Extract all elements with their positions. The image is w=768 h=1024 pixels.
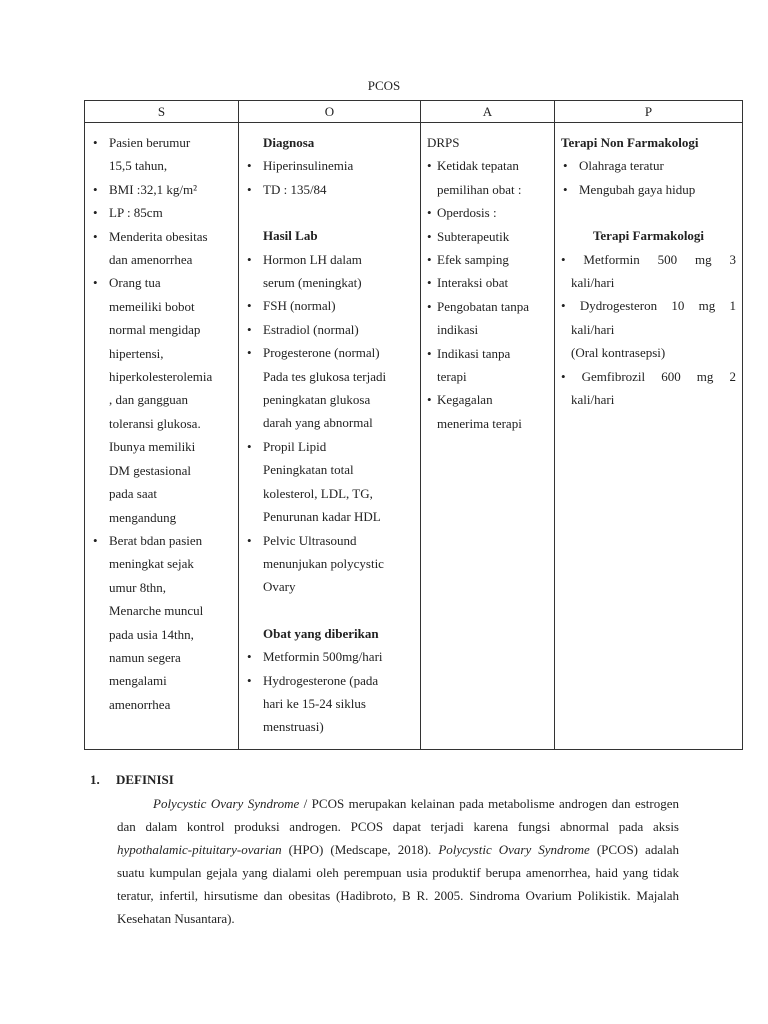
- lab-item: [245, 294, 414, 317]
- hasil-lab-list: [245, 248, 414, 599]
- paragraph-segment: (PCOS) adalah suatu kumpulan gejala yang dialami oleh perempuan usia produktif berupa amenorrhea, haid yang tidak teratur, infertil, hirsutisme dan obesitas (Hadibroto, B R. 2005. Sindroma Ovarium Polikistik. Majalah Kesehatan Nusantara).: [117, 842, 679, 926]
- farmakologi-item: [561, 248, 736, 295]
- lab-item-line: menunjukan polycystic: [263, 555, 384, 571]
- obat-item-line: menstruasi): [263, 719, 324, 735]
- lab-item: [245, 341, 414, 435]
- paragraph-segment: Polycystic Ovary Syndrome: [438, 842, 590, 857]
- lab-item-line: kolesterol, LDL, TG,: [263, 485, 373, 501]
- obat-heading: Obat yang diberikan: [263, 625, 379, 641]
- farmakologi-line: • Dydrogesteron 10 mg 1: [561, 298, 736, 314]
- drps-item-line: pemilihan obat :: [437, 181, 522, 197]
- obat-item-line: • Hydrogesterone (pada: [263, 672, 379, 688]
- assessment-cell: [421, 123, 555, 750]
- subjective-item-line: 15,5 tahun,: [109, 158, 168, 174]
- drps-item: [427, 295, 548, 342]
- section-heading: [90, 772, 174, 788]
- hasil-lab-heading: Hasil Lab: [263, 228, 318, 244]
- farmakologi-line: • Metformin 500 mg 3: [561, 251, 736, 267]
- subjective-item-line: pada usia 14thn,: [109, 626, 194, 642]
- drps-item: [427, 225, 548, 248]
- subjective-item-line: dan amenorrhea: [109, 252, 193, 268]
- subjective-item-line: • Orang tua: [109, 275, 161, 291]
- drps-item-line: menerima terapi: [437, 415, 522, 431]
- drps-item-line: • Efek samping: [437, 252, 509, 268]
- farmakologi-line: • Gemfibrozil 600 mg 2: [561, 368, 736, 384]
- definition-paragraph: [117, 792, 679, 930]
- subjective-item: [91, 225, 232, 272]
- subjective-item-line: mengalami: [109, 673, 167, 689]
- subjective-item-line: Menarche muncul: [109, 603, 204, 619]
- drps-item-line: • Indikasi tanpa: [437, 345, 511, 361]
- lab-item-line: Pada tes glukosa terjadi: [263, 368, 387, 384]
- drps-item-line: • Operdosis :: [437, 205, 497, 221]
- farmakologi-heading: Terapi Farmakologi: [592, 228, 705, 244]
- obat-list: [245, 645, 414, 739]
- lab-item-line: serum (meningkat): [263, 275, 362, 291]
- header-o: O: [239, 101, 421, 123]
- subjective-item-line: • LP : 85cm: [109, 205, 163, 221]
- drps-item: [427, 271, 548, 294]
- paragraph-segment: hypothalamic-pituitary-ovarian: [117, 842, 282, 857]
- section-number: 1.: [90, 772, 100, 787]
- subjective-item-line: hipertensi,: [109, 345, 164, 361]
- diagnosa-item: [245, 154, 414, 177]
- farmakologi-line: kali/hari: [571, 321, 615, 337]
- drps-item-line: • Subterapeutik: [437, 228, 510, 244]
- lab-item-line: • Pelvic Ultrasound: [263, 532, 357, 548]
- lab-item-line: • Progesterone (normal): [263, 345, 380, 361]
- drps-item: [427, 248, 548, 271]
- obat-item-line: • Metformin 500mg/hari: [263, 649, 383, 665]
- obat-item: [245, 669, 414, 739]
- subjective-item-line: umur 8thn,: [109, 579, 167, 595]
- document-title: PCOS: [367, 78, 401, 93]
- drps-item-line: • Ketidak tepatan: [437, 158, 519, 174]
- lab-item-line: • Hormon LH dalam: [263, 251, 362, 267]
- soap-header-row: [85, 101, 743, 123]
- non-farmakologi-item: • Mengubah gaya hidup: [561, 178, 736, 201]
- section-title: DEFINISI: [116, 772, 174, 787]
- subjective-item: [91, 178, 232, 201]
- drps-item-line: • Pengobatan tanpa: [437, 298, 530, 314]
- subjective-item-line: normal mengidap: [109, 322, 201, 338]
- lab-item: [245, 435, 414, 529]
- drps-item-line: indikasi: [437, 322, 479, 338]
- subjective-item-line: • Menderita obesitas: [109, 228, 208, 244]
- farmakologi-line: kali/hari: [571, 392, 615, 408]
- farmakologi-item: [561, 294, 736, 364]
- paragraph-segment: (HPO) (Medscape, 2018).: [281, 842, 439, 857]
- subjective-item-line: hiperkolesterolemia: [109, 369, 213, 385]
- header-a: A: [421, 101, 555, 123]
- subjective-item: [91, 201, 232, 224]
- diagnosa-item-line: • TD : 135/84: [263, 181, 327, 197]
- lab-item-line: Penurunan kadar HDL: [263, 509, 381, 525]
- subjective-item-line: pada saat: [109, 486, 158, 502]
- subjective-item-line: amenorrhea: [109, 696, 171, 712]
- subjective-cell: [85, 123, 239, 750]
- diagnosa-item-line: • Hiperinsulinemia: [263, 158, 354, 174]
- drps-item: [427, 388, 548, 435]
- diagnosa-heading: Diagnosa: [263, 135, 315, 150]
- subjective-item-line: meningkat sejak: [109, 556, 194, 572]
- drps-item: [427, 154, 548, 201]
- diagnosa-list: [245, 154, 414, 201]
- drps-item-line: terapi: [437, 369, 467, 385]
- non-farmakologi-heading: Terapi Non Farmakologi: [561, 135, 699, 150]
- non-farmakologi-list: [561, 154, 736, 201]
- lab-item-line: darah yang abnormal: [263, 415, 373, 431]
- drps-list: [427, 154, 548, 435]
- lab-item: [245, 248, 414, 295]
- lab-item-line: • Propil Lipid: [263, 438, 327, 454]
- farmakologi-line: (Oral kontrasepsi): [571, 345, 666, 361]
- subjective-list: [91, 131, 232, 716]
- obat-item: [245, 645, 414, 668]
- lab-item: [245, 529, 414, 599]
- drps-heading: DRPS: [427, 135, 460, 150]
- header-s: S: [85, 101, 239, 123]
- farmakologi-item: [561, 365, 736, 412]
- subjective-item-line: namun segera: [109, 649, 181, 665]
- subjective-item-line: toleransi glukosa.: [109, 415, 201, 431]
- drps-item-line: • Interaksi obat: [437, 275, 509, 291]
- subjective-item: [91, 529, 232, 716]
- header-p: P: [555, 101, 743, 123]
- farmakologi-line: kali/hari: [571, 275, 615, 291]
- subjective-item-line: memeiliki bobot: [109, 298, 195, 314]
- subjective-item: [91, 131, 232, 178]
- lab-item-line: Peningkatan total: [263, 462, 354, 478]
- plan-cell: [555, 123, 743, 750]
- lab-item-line: Ovary: [263, 579, 296, 595]
- subjective-item-line: • Pasien berumur: [109, 135, 191, 150]
- drps-item: [427, 342, 548, 389]
- diagnosa-item: [245, 178, 414, 201]
- lab-item-line: • Estradiol (normal): [263, 321, 359, 337]
- soap-table: [84, 100, 743, 750]
- drps-item: [427, 201, 548, 224]
- lab-item: [245, 318, 414, 341]
- farmakologi-list: [561, 248, 736, 412]
- paragraph-segment: Polycystic Ovary Syndrome: [153, 796, 300, 811]
- lab-item-line: peningkatan glukosa: [263, 392, 371, 408]
- objective-cell: [239, 123, 421, 750]
- subjective-item: [91, 271, 232, 528]
- subjective-item-line: mengandung: [109, 509, 177, 525]
- subjective-item-line: , dan gangguan: [109, 392, 189, 408]
- subjective-item-line: • Berat bdan pasien: [109, 532, 203, 548]
- drps-item-line: • Kegagalan: [437, 392, 493, 408]
- paragraph-segment: / PCOS merupakan kelainan pada metabolisme androgen dan estrogen dan dalam kontrol produksi androgen. PCOS dapat terjadi karena fungsi abnormal pada aksis: [117, 796, 679, 834]
- non-farmakologi-item: • Olahraga teratur: [561, 154, 736, 177]
- soap-body-row: [85, 123, 743, 750]
- subjective-item-line: Ibunya memiliki: [109, 439, 196, 455]
- subjective-item-line: • BMI :32,1 kg/m²: [109, 181, 198, 197]
- lab-item-line: • FSH (normal): [263, 298, 336, 314]
- obat-item-line: hari ke 15-24 siklus: [263, 695, 366, 711]
- subjective-item-line: DM gestasional: [109, 462, 191, 478]
